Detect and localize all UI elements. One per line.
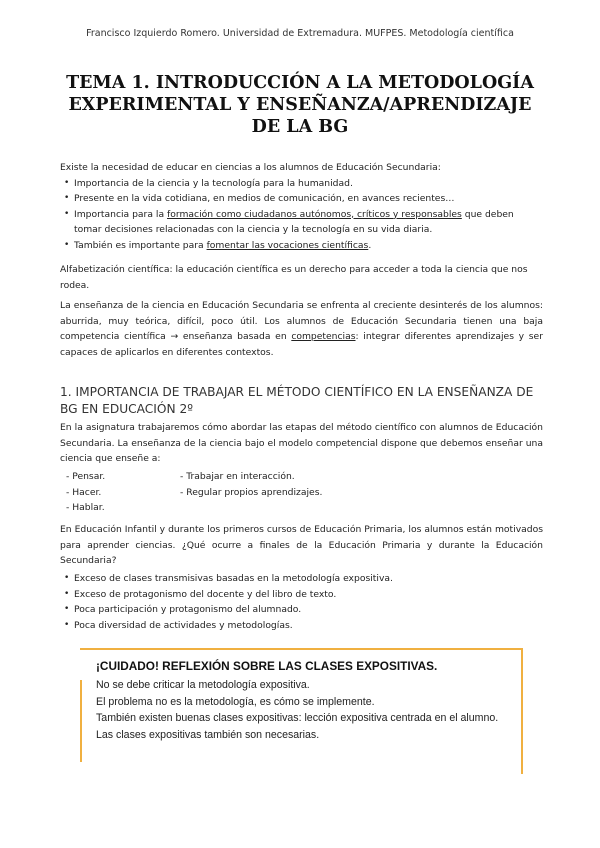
list-item: - Hablar. bbox=[66, 502, 105, 513]
list-item: - Pensar. bbox=[66, 471, 106, 482]
intro-text: Existe la necesidad de educar en ciencias a los alumnos de Educación Secundaria: bbox=[60, 162, 441, 173]
problems-list bbox=[60, 571, 543, 633]
intro-block bbox=[60, 160, 543, 253]
list-item: - Regular propios aprendizajes. bbox=[180, 486, 323, 498]
section-paragraph: En la asignatura trabajaremos cómo abordar las etapas del método científico con alumnos de Educación Secundaria. La enseñanza de la ciencia bajo el modelo competencial dispone que debemos enseñar una ciencia que enseñe a: bbox=[60, 422, 543, 464]
underlined-text: competencias bbox=[291, 331, 356, 342]
underlined-text: fomentar las vocaciones científicas bbox=[206, 239, 369, 251]
list-item: • Presente en la vida cotidiana, en medios de comunicación, en avances recientes… bbox=[60, 191, 543, 207]
list-item: • Poca participación y protagonismo del alumnado. bbox=[60, 602, 543, 618]
ensenanza-paragraph: La enseñanza de la ciencia en Educación Secundaria se enfrenta al creciente desinterés de los alumnos: aburrida, muy teórica, difícil, poco útil. Los alumnos de Educación Secundaria tienen una baja competencia científica → enseñanza basada en competencias: integrar diferentes aprendizajes y ser capaces de aplicarlos en diferentes contextos. bbox=[60, 300, 543, 358]
list-item: • También es importante para fomentar las vocaciones científicas. bbox=[60, 238, 543, 254]
list-item: • Exceso de protagonismo del docente y del libro de texto. bbox=[60, 587, 543, 603]
list-item: • Importancia de la ciencia y la tecnología para la humanidad. bbox=[60, 176, 543, 192]
callout-border-top bbox=[80, 648, 523, 650]
alfabetizacion-paragraph: Alfabetización científica: la educación científica es un derecho para acceder a toda la ciencia que nos rodea. bbox=[60, 264, 528, 291]
callout-line: También existen buenas clases expositivas: lección expositiva centrada en el alumno. bbox=[96, 712, 499, 725]
callout-border-left bbox=[80, 680, 82, 762]
section-heading: 1. IMPORTANCIA DE TRABAJAR EL MÉTODO CIENTÍFICO EN LA ENSEÑANZA DE BG EN EDUCACIÓN 2º bbox=[60, 385, 534, 416]
page-title: TEMA 1. INTRODUCCIÓN A LA METODOLOGÍA EXPERIMENTAL Y ENSEÑANZA/APRENDIZAJE DE LA BG bbox=[66, 73, 534, 137]
running-header: Francisco Izquierdo Romero. Universidad de Extremadura. MUFPES. Metodología científica bbox=[86, 28, 514, 39]
list-item: • Importancia para la formación como ciudadanos autónomos, críticos y responsables que deben tomar decisiones relacionadas con la ciencia y la tecnología en su vida diaria. bbox=[60, 207, 543, 238]
infantil-paragraph: En Educación Infantil y durante los primeros cursos de Educación Primaria, los alumnos están motivados para aprender ciencias. ¿Qué ocurre a finales de la Educación Primaria y durante la Educación Secundaria? bbox=[60, 524, 543, 566]
reasons-list bbox=[60, 176, 543, 254]
callout-box bbox=[96, 658, 521, 744]
callout-title: ¡CUIDADO! REFLEXIÓN SOBRE LAS CLASES EXPOSITIVAS. bbox=[96, 659, 438, 673]
callout-border-right bbox=[521, 648, 523, 774]
list-item: • Exceso de clases transmisivas basadas en la metodología expositiva. bbox=[60, 571, 543, 587]
list-item: • Poca diversidad de actividades y metodologías. bbox=[60, 618, 543, 634]
list-item: - Hacer. bbox=[66, 486, 102, 498]
callout-line: Las clases expositivas también son necesarias. bbox=[96, 729, 320, 742]
callout-line: No se debe criticar la metodología expositiva. bbox=[96, 678, 310, 691]
list-item: - Trabajar en interacción. bbox=[180, 471, 295, 482]
underlined-text: formación como ciudadanos autónomos, críticos y responsables bbox=[167, 208, 462, 220]
callout-line: El problema no es la metodología, es cómo se implemente. bbox=[96, 695, 375, 708]
skills-list bbox=[60, 469, 543, 516]
